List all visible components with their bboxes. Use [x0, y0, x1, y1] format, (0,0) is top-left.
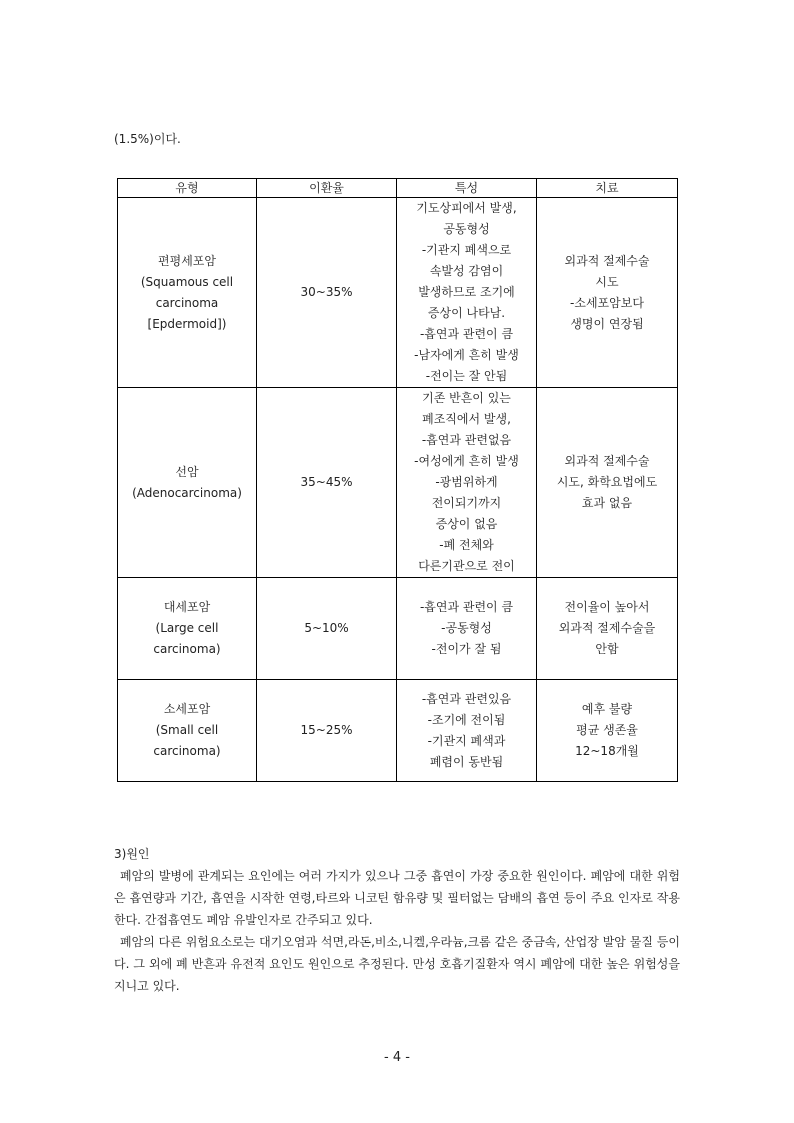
page-number: - 4 - [384, 1050, 410, 1065]
treatment-line: 외과적 절제수술 [564, 253, 650, 268]
treatment-line: 생명이 연장됨 [570, 316, 644, 331]
feature-line: 폐조직에서 발생, [422, 412, 511, 426]
table-row [118, 578, 678, 680]
feature-line: -조기에 전이됨 [427, 712, 506, 727]
intro-text: (1.5%)이다. [114, 132, 181, 146]
cell-treatment [537, 198, 678, 388]
feature-line: -흡연과 관련이 큼 [419, 327, 514, 341]
paragraph: 폐암의 발병에 관계되는 요인에는 여러 가지가 있으나 그중 흡연이 가장 중요한 원인이다. 폐암에 대한 위험은 흡연량과 기간, 흡연을 시작한 연령,타르와 니코틴 함유량 및 필터없는 담배의 흡연 등이 주요 인자로 작용한다. 간접흡연도 폐암 유발인자로 간주되고 있다. [114, 869, 680, 927]
header-type: 유형 [118, 179, 257, 198]
paragraph: 폐암의 다른 위험요소로는 대기오염과 석면,라돈,비소,니켈,우라늄,크롬 같은 중금속, 산업장 발암 물질 등이다. 그 외에 폐 반흔과 유전적 요인도 원인으로 추정된다. 만성 호흡기질환자 역시 폐암에 대한 높은 위험성을 지니고 있다. [114, 935, 680, 993]
cell-features [397, 680, 537, 782]
cell-features [397, 388, 537, 578]
type-line: 소세포암 [163, 702, 211, 716]
treatment-line: 시도, 화학요법에도 [556, 475, 658, 489]
feature-line: -여성에게 흔히 발생 [414, 454, 519, 468]
feature-line: -흡연과 관련이 큼 [419, 600, 514, 614]
feature-line: 증상이 나타남. [427, 306, 506, 320]
feature-line: -기관지 폐색과 [427, 733, 506, 748]
feature-line: 폐렴이 동반됨 [429, 754, 504, 769]
feature-line: -기관지 폐색으로 [421, 243, 512, 257]
type-line: (Large cell [155, 621, 219, 635]
feature-line: -폐 전체와 [439, 538, 494, 552]
feature-line: -흡연과 관련없음 [421, 433, 512, 447]
type-line: 대세포암 [163, 600, 211, 614]
type-line: carcinoma) [153, 642, 221, 656]
treatment-line: 12~18개월 [575, 744, 639, 758]
type-line: 선암 [175, 464, 199, 479]
feature-line: 증상이 없음 [435, 517, 498, 531]
feature-line: 공동형성 [443, 222, 490, 236]
feature-line: 기도상피에서 발생, [416, 201, 517, 215]
table-row [118, 388, 678, 578]
header-treatment: 치료 [537, 179, 678, 198]
cell-treatment [537, 578, 678, 680]
lung-cancer-type-table [117, 178, 678, 782]
treatment-line: 안함 [595, 642, 619, 656]
feature-line: 전이되기까지 [431, 496, 502, 510]
type-line: (Adenocarcinoma) [132, 485, 242, 500]
header-rate: 이환율 [257, 179, 397, 198]
cell-type [118, 680, 257, 782]
type-line: [Epdermoid]) [147, 316, 227, 331]
table-row [118, 198, 678, 388]
type-line: carcinoma [155, 295, 219, 310]
type-line: carcinoma) [153, 744, 221, 758]
cell-type [118, 198, 257, 388]
treatment-line: 예후 불량 [581, 702, 633, 716]
feature-line: -남자에게 흔히 발생 [414, 348, 519, 362]
section-heading: 3)원인 [114, 847, 150, 861]
feature-line: -전이가 잘 됨 [431, 642, 502, 656]
table-row [118, 680, 678, 782]
type-line: 편평세포암 [158, 253, 216, 268]
feature-line: 발생하므로 조기에 [418, 285, 515, 299]
table-header-row [118, 179, 678, 198]
header-features: 특성 [397, 179, 537, 198]
treatment-line: 시도 [595, 274, 619, 289]
cell-features [397, 198, 537, 388]
cell-treatment [537, 388, 678, 578]
feature-line: -흡연과 관련있음 [421, 691, 512, 706]
feature-line: 다른기관으로 전이 [418, 559, 515, 573]
cell-rate: 15~25% [257, 680, 397, 782]
feature-line: -광범위하게 [435, 475, 498, 489]
cell-type [118, 388, 257, 578]
cell-treatment [537, 680, 678, 782]
treatment-line: 효과 없음 [581, 496, 633, 510]
treatment-line: 외과적 절제수술을 [558, 621, 656, 635]
type-line: (Squamous cell [140, 274, 234, 289]
feature-line: -전이는 잘 안됨 [425, 369, 508, 383]
cell-rate: 30~35% [257, 198, 397, 388]
treatment-line: 평균 생존율 [576, 723, 638, 737]
treatment-line: -소세포암보다 [570, 295, 644, 310]
treatment-line: 외과적 절제수술 [564, 454, 650, 468]
cell-rate: 35~45% [257, 388, 397, 578]
cell-type [118, 578, 257, 680]
feature-line: -공동형성 [441, 621, 492, 635]
feature-line: 기존 반흔이 있는 [422, 391, 511, 405]
treatment-line: 전이율이 높아서 [564, 600, 650, 614]
cell-rate: 5~10% [257, 578, 397, 680]
feature-line: 속발성 감염이 [429, 264, 504, 278]
type-line: (Small cell [155, 723, 219, 737]
cause-section [114, 843, 680, 997]
cell-features [397, 578, 537, 680]
